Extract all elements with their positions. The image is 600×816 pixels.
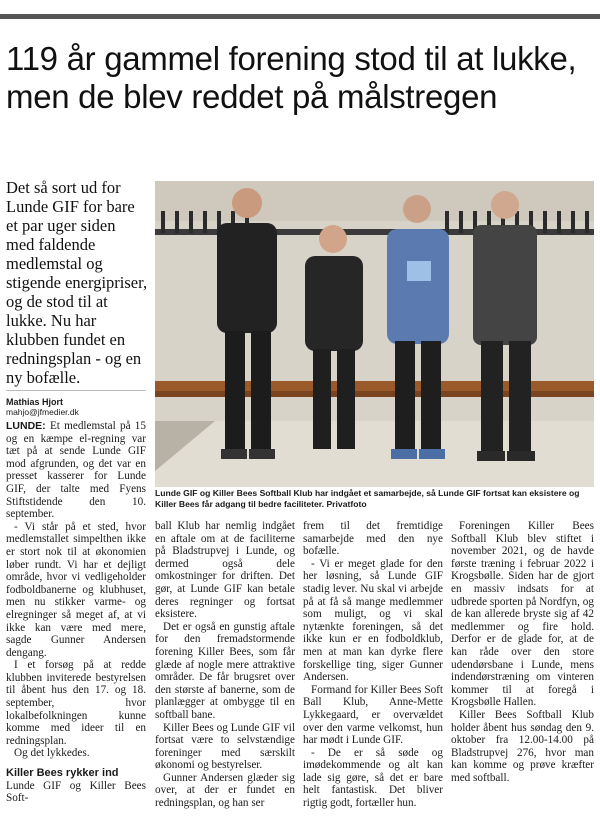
- paragraph: Foreningen Killer Bees Softball Klub blev stiftet i november 2021, og de havde første træning i februar 2022 i Krogsbølle. Siden har de gjort en massiv indsats for at udbrede sporten på Nordfyn, og de kan allerede bryste sig af 42 medlemmer og fire hold. Derfor er de glade for, at de kan råde over den store udendørsbane i Lunde, mens indendørstræning om vinteren kommer til at foregå i Krogsbølle Hallen.: [451, 520, 594, 709]
- paragraph: frem til det fremtidige samarbejde med den nye bofælle.: [303, 520, 443, 558]
- photo-caption: Lunde GIF og Killer Bees Softball Klub har indgået et samarbejde, så Lunde GIF fortsat kan eksistere og Killer Bees får adgang til bedre faciliteter. Privatfoto: [155, 488, 580, 509]
- byline: [6, 390, 146, 417]
- lead-paragraph: Det så sort ud for Lunde GIF for bare et par uger siden med faldende medlemstal og stigende energipriser, og de stod til at lukke. Nu har klubben fundet en redningsplan - og en ny bofælle.: [6, 178, 148, 387]
- photo-illustration: [155, 181, 594, 487]
- dateline: LUNDE:: [6, 420, 46, 432]
- paragraph: Og det lykkedes.: [14, 747, 90, 760]
- top-rule: [0, 14, 600, 19]
- article-column-3: [303, 520, 443, 810]
- article-column-1: [6, 420, 146, 805]
- paragraph: [6, 420, 146, 521]
- paragraph: Killer Bees og Lunde GIF vil fortsat være to selvstændige foreninger med særskilt økonomi og bestyrelser.: [155, 721, 295, 772]
- article-column-2: [155, 520, 295, 810]
- paragraph: Det er også en gunstig aftale for den fremadstormende forening Killer Bees, som får glæde af nogle mere attraktive områder. De får brugsret over den største af banerne, som de planlægger at ombygge til en softball bane.: [155, 620, 295, 721]
- subheading: Killer Bees rykker ind: [6, 767, 119, 780]
- paragraph: Lunde GIF og Killer Bees Soft-: [6, 779, 146, 805]
- paragraph: Killer Bees Softball Klub holder åbent hus søndag den 9. oktober fra 12.00-14.00 på Bladstrupvej 276, hvor man kan komme og prøve kræfter med softball.: [451, 708, 594, 784]
- paragraph: - Vi står på et sted, hvor medlemstallet simpelthen ikke er stort nok til at økonomien løber rundt. Vi har et dejligt område, hvor vi vedligeholder fodboldbanerne og klubhuset, men nu stikker varme- og elregninger så meget af, at vi ikke kan være med mere, sagde Gunner Andersen dengang.: [6, 520, 146, 659]
- paragraph: ball Klub har nemlig indgået en aftale om at de faciliterne på Bladstrupvej i Lunde, og dermed også dele omkostninger for driften. Det gør, at Lunde GIF kan betale deres regninger og fortsat eksistere.: [155, 520, 295, 621]
- article-photo: [155, 181, 594, 487]
- headline: 119 år gammel forening stod til at lukke, men de blev reddet på målstregen: [6, 40, 577, 115]
- byline-email: mahjo@jfmedier.dk: [6, 407, 79, 417]
- paragraph: Gunner Andersen glæder sig over, at der er fundet en redningsplan, og han ser: [155, 771, 295, 810]
- paragraph: I et forsøg på at redde klubben inviterede bestyrelsen til åbent hus den 17. og 18. september, hvor lokalbefolkningen kunne komme med ideer til en redningsplan.: [6, 659, 146, 747]
- article-column-4: [451, 520, 594, 784]
- paragraph: Formand for Killer Bees Soft Ball Klub, Anne-Mette Lykkegaard, er overvældet over den varme velkomst, hun har mødt i Lunde GIF.: [303, 683, 443, 747]
- paragraph: - De er så søde og imødekommende og alt kan lade sig gøre, så det er bare helt fantastisk. Det bliver rigtig godt, fortæller hun.: [303, 746, 443, 810]
- paragraph: - Vi er meget glade for den her løsning, så Lunde GIF stadig lever. Nu skal vi arbejde på at få så mange medlemmer som muligt, og vi skal nytænkte foreningen, så det ikke kun er en fodboldklub, men at man kan dyrke flere forskellige ting, siger Gunner Andersen.: [303, 557, 443, 684]
- byline-author: Mathias Hjort: [6, 397, 64, 407]
- paragraph-text: Et medlemstal på 15 og en kæmpe el-regning var tæt på at sende Lunde GIF mod afgrunden, og det var en presset kasserer for Lunde GIF, der talte med Fyens Stiftstidende den 10. september.: [6, 420, 146, 521]
